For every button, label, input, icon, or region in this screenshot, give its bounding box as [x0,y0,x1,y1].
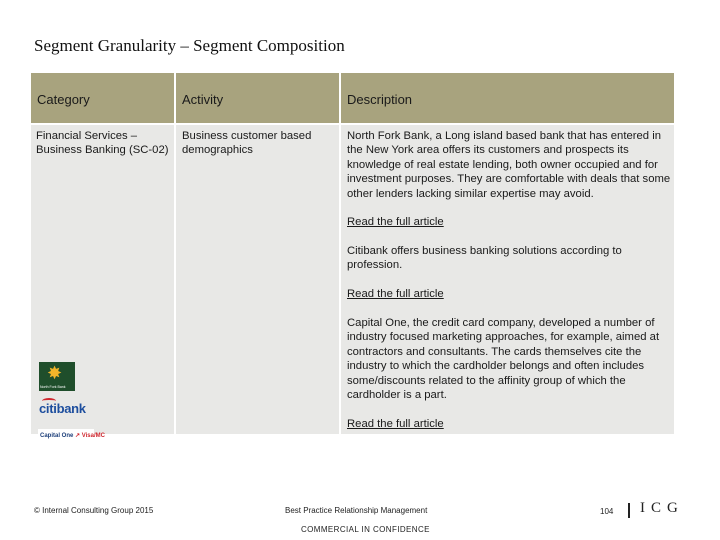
activity-cell: Business customer based demographics [182,130,312,157]
description-capitalone [347,316,671,402]
footer-confidential: COMMERCIAL IN CONFIDENCE [301,525,430,534]
header-activity: Activity [182,92,224,107]
footer-divider [628,503,630,518]
header-description: Description [347,92,413,107]
slide-title: Segment Granularity – Segment Composition [34,36,345,55]
footer-copyright: © Internal Consulting Group 2015 [34,506,154,515]
column-divider [174,73,176,434]
read-article-link-citibank[interactable]: Read the full article [347,288,444,300]
citi-arc-icon [42,398,56,404]
icg-logo: ICG [640,500,684,516]
citibank-logo: citibank [39,401,86,416]
header-category: Category [37,92,90,107]
row-divider [31,123,674,125]
footer-title: Best Practice Relationship Management [285,506,428,515]
column-divider [339,73,341,434]
read-article-link-capitalone[interactable]: Read the full article [347,418,444,430]
star-icon: ✸ [47,363,63,383]
table-header-row [31,73,674,123]
description-text: North Fork Bank, a Long island based bank that has entered in the New York area offers its customers and prospects its knowledge of real estate lending, both owner occupied and for investment purposes. They are comfortable with deals that some other lenders lacking similar expertise may avoid. [347,130,671,200]
read-article-link-northfork[interactable]: Read the full article [347,216,444,228]
description-text: Citibank offers business banking solutions according to profession. [347,245,622,272]
capitalone-logo: Capital One ↗ Visa/MC [38,429,94,442]
category-cell: Financial Services – Business Banking (SC-02) [36,130,169,157]
swoosh-icon: ↗ Visa/MC [75,433,105,439]
description-text: Capital One, the credit card company, developed a number of industry focused marketing approaches, for example, aimed at contractors and consultants. The cards themselves cite the industry to which the cardholder belongs and often includes some/discounts related to the affinity group of which the cardholder is a part. [347,317,660,402]
page-number: 104 [600,507,614,516]
description-citibank [347,244,671,273]
description-northfork [347,129,671,201]
composition-table [31,73,674,434]
northfork-logo: ✸ North Fork Bank [39,362,75,391]
